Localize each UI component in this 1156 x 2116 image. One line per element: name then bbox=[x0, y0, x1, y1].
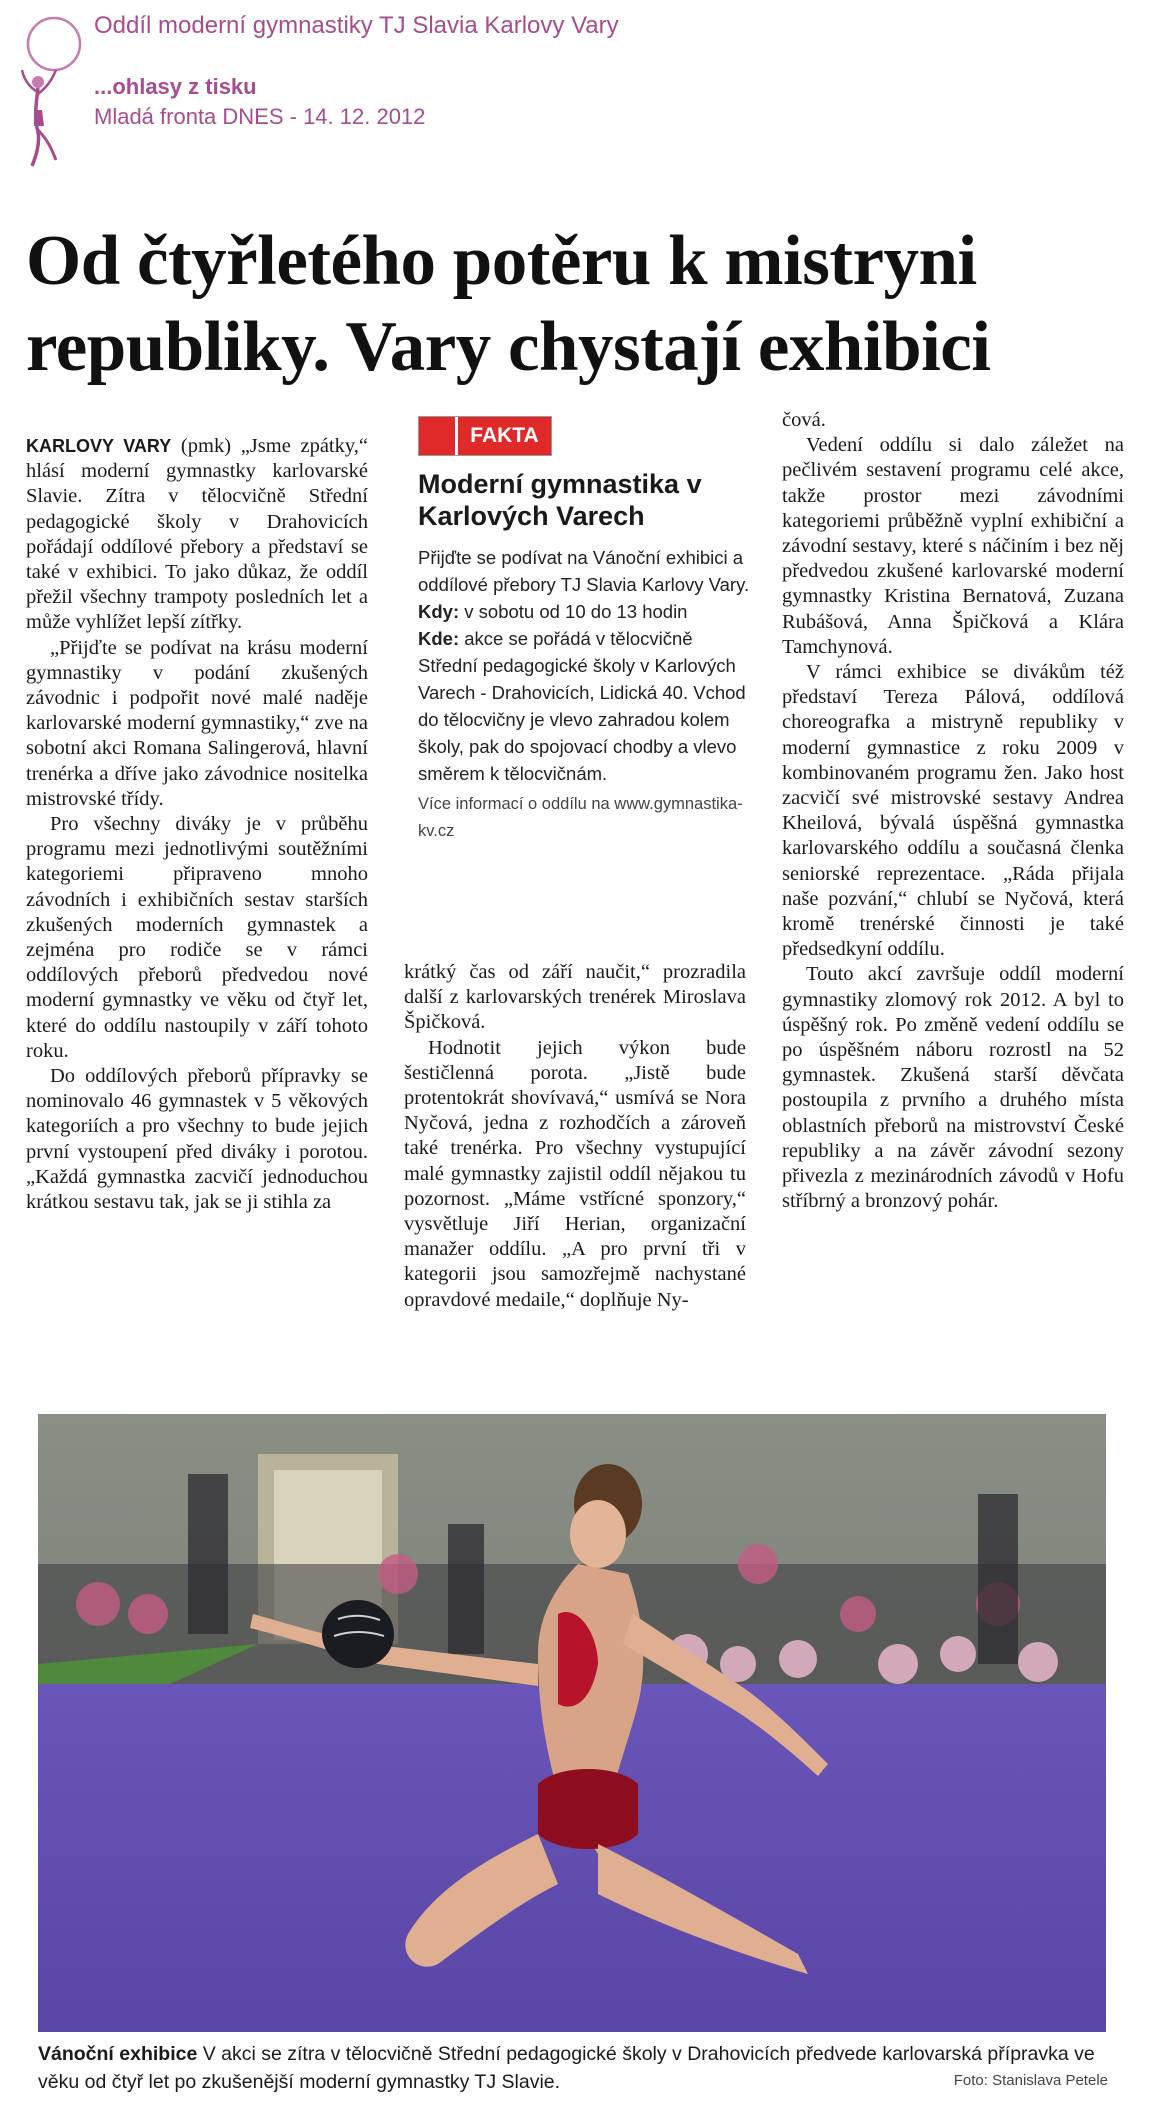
fakta-badge bbox=[418, 416, 552, 456]
photo-credit: Foto: Stanislava Petele bbox=[953, 2072, 1108, 2089]
fakta-title: Moderní gymnastika v Karlových Varech bbox=[418, 469, 702, 531]
photo-caption bbox=[38, 2040, 1108, 2096]
article-paragraph: Vedení oddílu si dalo záležet na pečlivém sestavení programu celé akce, takže prostor mezi závodními kategoriemi průběžně vyplní exhibiční a závodní sestavy, které s náčiním i bez něj předvedou zkušené karlovarské moderní gymnastky Kristina Bernatová, Zuzana Rubášová, Anna Špičková a Klára Tamchynová. bbox=[782, 434, 1124, 658]
badge-stripe bbox=[419, 417, 455, 455]
article-paragraph: V rámci exhibice se divákům též představí Tereza Pálová, oddílová choreografka a mistryně republiky v moderní gymnastice z roku 2009 v kombinovaném programu žen. Jako host zacvičí své mistrovské sestavy Andrea Kheilová, bývalá úspěšná gymnastka karlovarského oddílu a současná členka seniorské reprezentace. „Ráda přijala naše pozvání,“ chlubí se Nyčová, která kromě trenérské činnosti je také předsedkyní oddílu. bbox=[782, 661, 1124, 961]
fakta-intro: Přijďte se podívat na Vánoční exhibici a oddílové přebory TJ Slavia Karlovy Vary. bbox=[418, 547, 750, 595]
press-label: ...ohlasy z tisku bbox=[94, 74, 257, 99]
fakta-more-info: Více informací o oddílu na www.gymnastika-kv.cz bbox=[418, 795, 743, 840]
fakta-label: FAKTA bbox=[455, 417, 551, 455]
dateline: KARLOVY VARY bbox=[26, 436, 172, 456]
paragraph-text: (pmk) „Jsme zpátky,“ hlásí moderní gymnastky karlovarské Slavie. Zítra v tělocvičně Střední pedagogické školy v Drahovicích pořádají oddílové přebory a představí se také v exhibici. To jako důkaz, že oddíl přežil všechny trampoty posledních let a může vyhlížet lepší zítřky. bbox=[26, 435, 369, 634]
article-paragraph: Touto akcí završuje oddíl moderní gymnastiky zlomový rok 2012. A byl to úspěšný rok. Po změně vedení oddílu se po úspěšném náboru rozrostl na 52 gymnastek. Zkušená starší děvčata postoupila z prvního a druhého místa oblastních přeborů na mistrovství České republiky a na závěr závodní sezony přivezla z mezinárodních závodů v Hofu stříbrný a bronzový pohár. bbox=[782, 963, 1124, 1213]
article-paragraph: krátký čas od září naučit,“ prozradila další z karlovarských trenérek Miroslava Špičková. bbox=[404, 961, 746, 1034]
gymnast-photo bbox=[38, 1414, 1106, 2032]
fakta-where-label: Kde: bbox=[418, 628, 460, 649]
press-source: Mladá fronta DNES - 14. 12. 2012 bbox=[94, 104, 426, 129]
article-headline: Od čtyřletého potěru k mistryni republiky. Vary chystají exhibici bbox=[26, 222, 991, 386]
club-title: Oddíl moderní gymnastiky TJ Slavia Karlovy Vary bbox=[94, 12, 619, 39]
article-paragraph: „Přijďte se podívat na krásu moderní gymnastiky v podání zkušených závodnic i podpořit nové malé naděje karlovarské moderní gymnastiky,“ zve na sobotní akci Romana Salingerová, hlavní trenérka a dříve jako závodnice nositelka mistrovské třídy. bbox=[26, 636, 368, 810]
article-column-1 bbox=[26, 434, 368, 1215]
article-paragraph bbox=[26, 434, 368, 636]
article-paragraph: Do oddílových přeborů přípravky se nominovalo 46 gymnastek v 5 věkových kategoriích a pro všechny to bude jejich první vystoupení před diváky i porotou. „Každá gymnastka zacvičí jednoduchou krátkou sestavu tak, jak se ji stihla za bbox=[26, 1065, 368, 1214]
fakta-body bbox=[418, 544, 754, 787]
article-column-3 bbox=[782, 408, 1124, 1215]
fakta-box bbox=[418, 468, 754, 845]
article-column-2 bbox=[404, 960, 746, 1313]
club-logo bbox=[8, 10, 88, 170]
article-paragraph: čová. bbox=[782, 409, 826, 431]
caption-text: V akci se zítra v tělocvičně Střední pedagogické školy v Drahovicích předvede karlovarská přípravka ve věku od čtyř let po zkušenější moderní gymnastky TJ Slavie. bbox=[38, 2043, 1095, 2093]
article-paragraph: Hodnotit jejich výkon bude šestičlenná porota. „Jistě bude protentokrát shovívavá,“ usmívá se Nora Nyčová, jedna z rozhodčích a zároveň také trenérka. Pro všechny vystupující malé gymnastky zajistil oddíl nějakou tu pozornost. „Máme vstřícné sponzory,“ vysvětluje Jiří Herian, organizační manažer oddílu. „A pro první tři v kategorii jsou samozřejmě nachystané opravdové medaile,“ doplňuje Ny- bbox=[404, 1036, 746, 1311]
article-paragraph: Pro všechny diváky je v průběhu programu mezi jednotlivými soutěžními kategoriemi připraveno mnoho závodních i exhibičních sestav starších zkušených moderních gymnastek a zejména pro rodiče se v rámci oddílových přeborů předvedou nové moderní gymnastky ve věku od čtyř let, které do oddílu nastoupily v září tohoto roku. bbox=[26, 813, 368, 1062]
fakta-when-label: Kdy: bbox=[418, 601, 460, 622]
fakta-where-text: akce se pořádá v tělocvičně Střední pedagogické školy v Karlových Varech - Drahovicích, Lidická 40. Vchod do tělocvičny je vlevo zahradou kolem školy, pak do spojovací chodby a vlevo směrem k tělocvičnám. bbox=[418, 628, 746, 784]
caption-title: Vánoční exhibice bbox=[38, 2043, 198, 2065]
fakta-when-text: v sobotu od 10 do 13 hodin bbox=[459, 601, 688, 622]
gymnast-with-hoop-icon bbox=[8, 10, 88, 170]
